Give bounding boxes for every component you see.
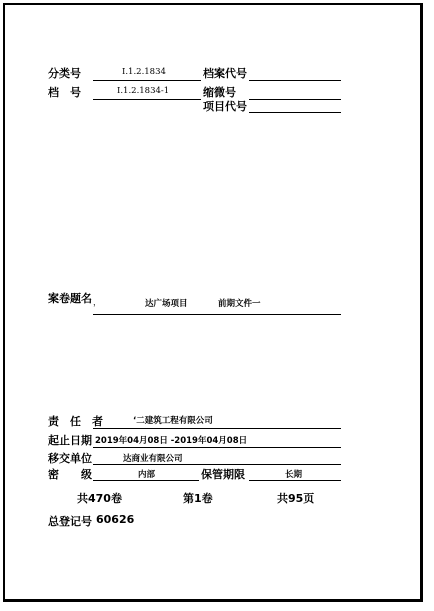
classification-underline [93,80,201,81]
file-title-part2: 前期文件一 [218,299,261,309]
responsible-value: ‘二建筑工程有限公司 [133,416,213,426]
period-value: 2019年04月08日 -2019年04月08日 [95,436,248,446]
project-code-underline [249,112,341,113]
file-title-underline [93,314,341,315]
transfer-unit-underline [93,464,341,465]
file-title-part1: 达广场项目 [145,299,188,309]
classification-label: 分类号 [48,67,81,80]
period-underline [93,447,341,448]
responsible-label: 责 任 者 [48,415,103,428]
file-no-value: I.1.2.1834-1 [117,86,170,96]
retention-value: 长期 [285,470,303,480]
transfer-unit-value: 达商业有限公司 [123,454,183,464]
total-volumes: 共470卷 [77,492,122,505]
transfer-unit-label: 移交单位 [48,452,92,465]
retention-label: 保管期限 [201,468,245,481]
archive-code-label: 档案代号 [203,67,247,80]
project-code-label: 项目代号 [203,100,247,113]
file-no-label: 档 号 [48,86,81,99]
file-title-mark: ， [93,298,102,308]
archive-code-underline [249,80,341,81]
secret-level-value: 内部 [138,470,156,480]
classification-value: I.1.2.1834 [122,67,166,77]
file-title-label: 案卷题名 [48,292,92,305]
volume-number: 第1卷 [183,492,213,505]
file-no-underline [93,99,201,100]
retention-underline [249,480,341,481]
secret-level-underline [93,480,199,481]
microfilm-label: 缩微号 [203,86,236,99]
register-number-value: 60626 [96,513,135,526]
archive-cover-page [3,3,423,602]
responsible-underline [93,428,341,429]
period-label: 起止日期 [48,434,92,447]
secret-level-label: 密 级 [48,468,92,481]
register-number-label: 总登记号 [48,515,92,528]
page-count: 共95页 [277,492,315,505]
microfilm-underline [249,99,341,100]
